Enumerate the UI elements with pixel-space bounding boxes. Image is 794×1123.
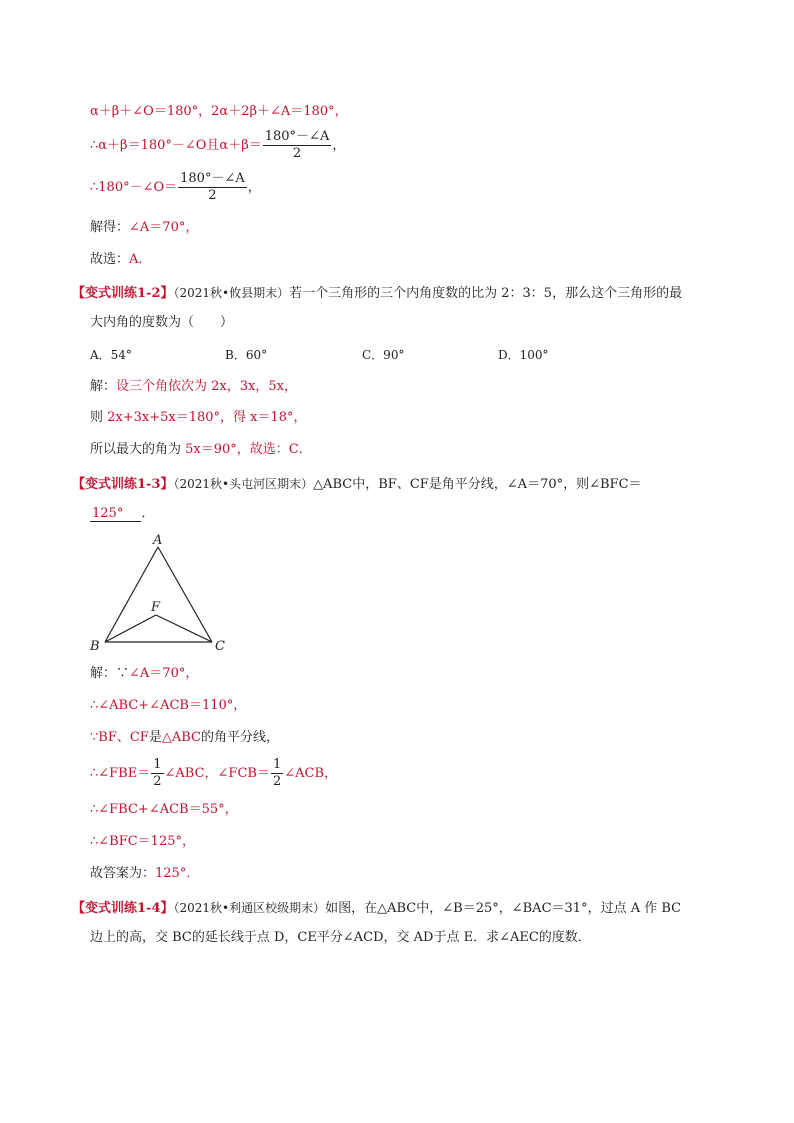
label-a: A bbox=[153, 533, 163, 548]
punctuation: ． bbox=[141, 506, 155, 521]
label: 是 bbox=[148, 730, 162, 745]
value: A． bbox=[129, 252, 152, 267]
q13-solution-3 bbox=[90, 728, 279, 748]
question-1-4-header bbox=[72, 898, 681, 919]
question-1-2-text-2: 大内角的度数为（ ） bbox=[90, 315, 234, 330]
option-d: D．100° bbox=[498, 348, 549, 362]
value: ∵BF、CF bbox=[90, 730, 149, 745]
q12-solution-3 bbox=[90, 440, 312, 460]
question-text: △ABC中，BF、CF是角平分线，∠A＝70°，则∠BFC＝ bbox=[313, 477, 642, 492]
label-b: B bbox=[90, 639, 100, 654]
question-text: 如图，在△ABC中，∠B＝25°，∠BAC＝31°，过点 A 作 BC bbox=[325, 901, 682, 916]
option-a: A．54° bbox=[90, 348, 132, 362]
question-1-2-header bbox=[72, 283, 682, 304]
option-c: C．90° bbox=[362, 348, 405, 362]
segment-cf bbox=[156, 615, 212, 642]
solution-line-4 bbox=[90, 218, 198, 238]
question-text: 若一个三角形的三个内角度数的比为 2：3：5，那么这个三角形的最 bbox=[289, 286, 683, 301]
fraction bbox=[271, 757, 283, 790]
option-b: B．60° bbox=[225, 348, 268, 362]
q12-solution-2 bbox=[90, 408, 307, 428]
label: 的角平分线， bbox=[200, 730, 279, 745]
solution-line-3 bbox=[90, 170, 261, 206]
punctuation: ， bbox=[332, 138, 346, 153]
label: 故答案为： bbox=[90, 866, 156, 881]
triangle-diagram bbox=[86, 530, 236, 654]
fraction bbox=[151, 757, 163, 790]
value: 5x＝90°，故选：C． bbox=[185, 442, 312, 457]
q13-solution-7 bbox=[90, 864, 199, 884]
label-f: F bbox=[151, 600, 161, 615]
q13-solution-6: ∴∠BFC＝125°， bbox=[90, 834, 195, 849]
label: 解： bbox=[90, 379, 117, 394]
label: 故选： bbox=[90, 252, 130, 267]
solution-line-2-text: ∴α＋β＝180°－∠O且α＋β＝ bbox=[90, 138, 262, 153]
label: 解：∵ bbox=[90, 666, 130, 681]
question-source: （2021秋•头屯河区期末） bbox=[173, 477, 314, 491]
value: ∠A＝70°， bbox=[129, 666, 199, 681]
label-c: C bbox=[215, 639, 225, 654]
fraction-denominator: 2 bbox=[153, 774, 162, 789]
side-ac bbox=[158, 547, 212, 642]
value: ∠ACB， bbox=[284, 766, 338, 781]
question-1-4-text-2: 边上的高，交 BC的延长线于点 D，CE平分∠ACD，交 AD于点 E．求∠AEC的度数． bbox=[90, 930, 591, 945]
fraction-numerator: 180°－∠A bbox=[264, 129, 330, 144]
q13-solution-4 bbox=[90, 756, 337, 792]
question-1-3-header bbox=[72, 474, 642, 495]
value: ∠A＝70°， bbox=[129, 220, 199, 235]
question-source: （2021秋•攸县期末） bbox=[173, 286, 290, 300]
solution-line-5 bbox=[90, 250, 151, 270]
fraction-denominator: 2 bbox=[272, 774, 282, 789]
value: △ABC bbox=[161, 730, 201, 745]
label: 解得： bbox=[90, 220, 130, 235]
solution-line-2 bbox=[90, 128, 345, 164]
question-tag: 【变式训练1-3】 bbox=[72, 477, 174, 492]
value: 2x+3x+5x＝180°，得 x＝18°， bbox=[107, 410, 307, 425]
fraction bbox=[263, 129, 332, 162]
punctuation: ， bbox=[247, 180, 261, 195]
question-tag: 【变式训练1-4】 bbox=[72, 901, 174, 916]
solution-line-3-text: ∴180°－∠O＝ bbox=[90, 180, 178, 195]
value: ∴∠FBE＝ bbox=[90, 766, 151, 781]
fraction-denominator: 2 bbox=[208, 188, 217, 203]
value: 设三个角依次为 2x，3x，5x， bbox=[116, 379, 297, 394]
q13-solution-2: ∴∠ABC+∠ACB＝110°， bbox=[90, 698, 247, 713]
question-source: （2021秋•利通区校级期末） bbox=[173, 901, 326, 915]
question-tag: 【变式训练1-2】 bbox=[72, 286, 174, 301]
label: 所以最大的角为 bbox=[90, 442, 186, 457]
value: ∠ABC，∠FCB＝ bbox=[164, 766, 270, 781]
fraction-denominator: 2 bbox=[292, 146, 302, 161]
label: 则 bbox=[90, 410, 108, 425]
fraction-numerator: 1 bbox=[272, 757, 282, 772]
answer-blank: 125° bbox=[90, 506, 141, 522]
fraction-numerator: 180°－∠A bbox=[180, 171, 245, 186]
solution-line-1: α＋β＋∠O＝180°，2α＋2β＋∠A＝180°， bbox=[90, 104, 348, 119]
fraction bbox=[178, 171, 247, 204]
value: 125°． bbox=[155, 866, 200, 881]
q13-solution-5: ∴∠FBC+∠ACB＝55°， bbox=[90, 802, 238, 817]
fraction-numerator: 1 bbox=[153, 757, 162, 772]
q13-solution-1 bbox=[90, 664, 198, 684]
question-1-3-answer-line bbox=[90, 504, 154, 524]
q12-solution-1 bbox=[90, 377, 297, 397]
